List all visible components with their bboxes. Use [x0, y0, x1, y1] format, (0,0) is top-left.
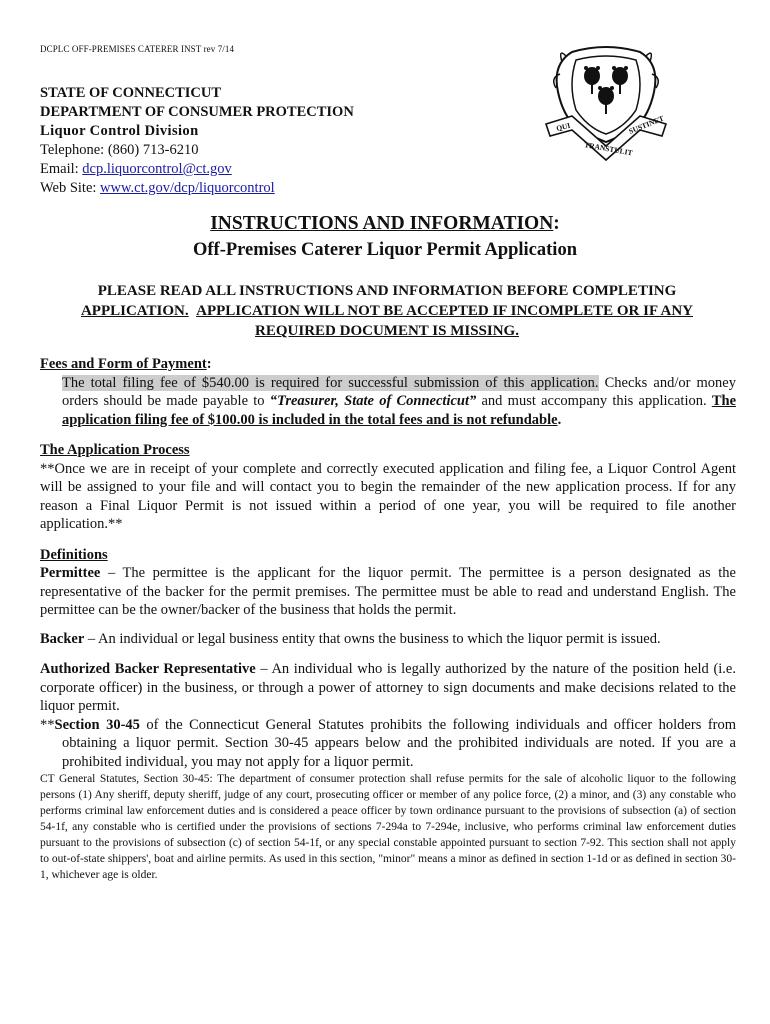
email-label: Email: [40, 161, 83, 177]
definitions-heading: Definitions [40, 546, 108, 563]
important-notice [44, 281, 730, 341]
fees-heading: Fees and Form of Payment [40, 356, 207, 372]
authorized-backer-text: – An individual who is legally authorized by the nature of the position held (i.e. corporate officer) in the business, or through a power of attorney to sign documents and make decisions related to the liquor permit. [40, 661, 736, 714]
fees-heading-colon: : [206, 356, 212, 372]
title-main: INSTRUCTIONS AND INFORMATION [210, 213, 554, 234]
fees-payee: “Treasurer, State of Connecticut” [269, 393, 477, 409]
notice-line-1: PLEASE READ ALL INSTRUCTIONS AND INFORMATION BEFORE COMPLETING [97, 283, 677, 299]
fees-nonrefundable: The application filing fee of $100.00 is included in the total fees and is not refundable [62, 393, 736, 428]
statute-text: CT General Statutes, Section 30-45: The department of consumer protection shall refuse permits for the sale of alcoholic liquor to the following persons (1) Any sheriff, deputy sheriff, judge of any court, prosecuting officer or member of any police force, (2) a minor, and (3) any constable who performs criminal law enforcement duties and is considered a peace officer by town ordinance pursuant to the provisions of subsection (a) of section 54-1f, any constable who is certified under the provisions of sections 7-294a to 7-294e, inclusive, who performs criminal law enforcement duties pursuant to the provisions of subsection (c) of section 54-1f, or any special constable appointed pursuant to section 7-92. This section shall not apply to out-of-state shippers', boat and airline permits. As used in this section, "minor" means a minor as defined in section 1-1d or as defined in section 30-1, whichever age is older. [40, 773, 736, 881]
seal-motto-sustinet: SUSTINET [627, 113, 666, 136]
section-prefix: ** [40, 716, 55, 733]
state-name: STATE OF CONNECTICUT [40, 85, 222, 101]
fees-heading-line [40, 355, 736, 374]
department-name: DEPARTMENT OF CONSUMER PROTECTION [40, 104, 354, 120]
division-name: Liquor Control Division [40, 123, 199, 139]
fees-period: . [557, 411, 562, 428]
backer-text: – An individual or legal business entity that owns the business to which the liquor permit is issued. [84, 630, 661, 647]
permittee-text: – The permittee is the applicant for the liquor permit. The permittee is a person designated as the representative of the backer for the permit premises. The permittee must be able to read and understand English. The permittee can be the owner/backer of the business that holds the permit. [40, 565, 736, 618]
term-backer: Backer [40, 630, 85, 647]
email-line [40, 160, 354, 179]
title-subtitle: Off-Premises Caterer Liquor Permit Application [193, 240, 577, 260]
agency-header [40, 84, 354, 198]
fees-text-1: Checks and/or money orders should be made payable to [62, 374, 736, 409]
definition-authorized-backer [40, 660, 736, 716]
section-text: of the Connecticut General Statutes prohibits the following individuals and officer holders from obtaining a liquor permit. Section 30-45 appears below and the prohibited individuals are noted. If you are a prohibited individual, you may not apply for a liquor permit. [62, 716, 736, 770]
definition-permittee [40, 564, 736, 620]
website-line [40, 179, 354, 198]
process-heading: The Application Process [40, 442, 190, 458]
seal-motto-transtulit: TRANSTULIT [583, 140, 634, 158]
fee-highlight: The total filing fee of $540.00 is required for successful submission of this application. [62, 374, 599, 391]
state-seal-icon [532, 44, 680, 166]
fees-paragraph [40, 374, 736, 430]
website-label: Web Site: [40, 180, 101, 196]
notice-rest [44, 301, 730, 341]
seal-motto-qui: QUI [555, 120, 572, 133]
notice-part-b: APPLICATION WILL NOT BE ACCEPTED IF INCOMPLETE OR IF ANY REQUIRED DOCUMENT IS MISSING. [196, 303, 694, 339]
document-title [0, 212, 770, 262]
term-permittee: Permittee [40, 565, 101, 581]
definition-backer [40, 630, 736, 649]
fees-text-2: and must accompany this application. [476, 393, 712, 409]
section-30-45-note [40, 716, 736, 772]
notice-part-a: APPLICATION. [80, 303, 189, 319]
email-link[interactable]: dcp.liquorcontrol@ct.gov [82, 161, 232, 177]
form-id: DCPLC OFF-PREMISES CATERER INST rev 7/14 [40, 44, 235, 54]
term-section-30-45: Section 30-45 [54, 716, 140, 733]
term-authorized-backer: Authorized Backer Representative [40, 661, 256, 677]
website-link[interactable]: www.ct.gov/dcp/liquorcontrol [100, 180, 275, 196]
instructions-body [40, 355, 736, 883]
telephone: Telephone: (860) 713-6210 [40, 142, 199, 158]
title-colon: : [553, 213, 560, 234]
process-text: **Once we are in receipt of your complete and correctly executed application and filing fee, a Liquor Control Agent will be assigned to your file and will contact you to begin the remainder of the new application process. If for any reason a Final Liquor Permit is not issued within a period of one year, you will be required to file another application.** [40, 460, 736, 532]
